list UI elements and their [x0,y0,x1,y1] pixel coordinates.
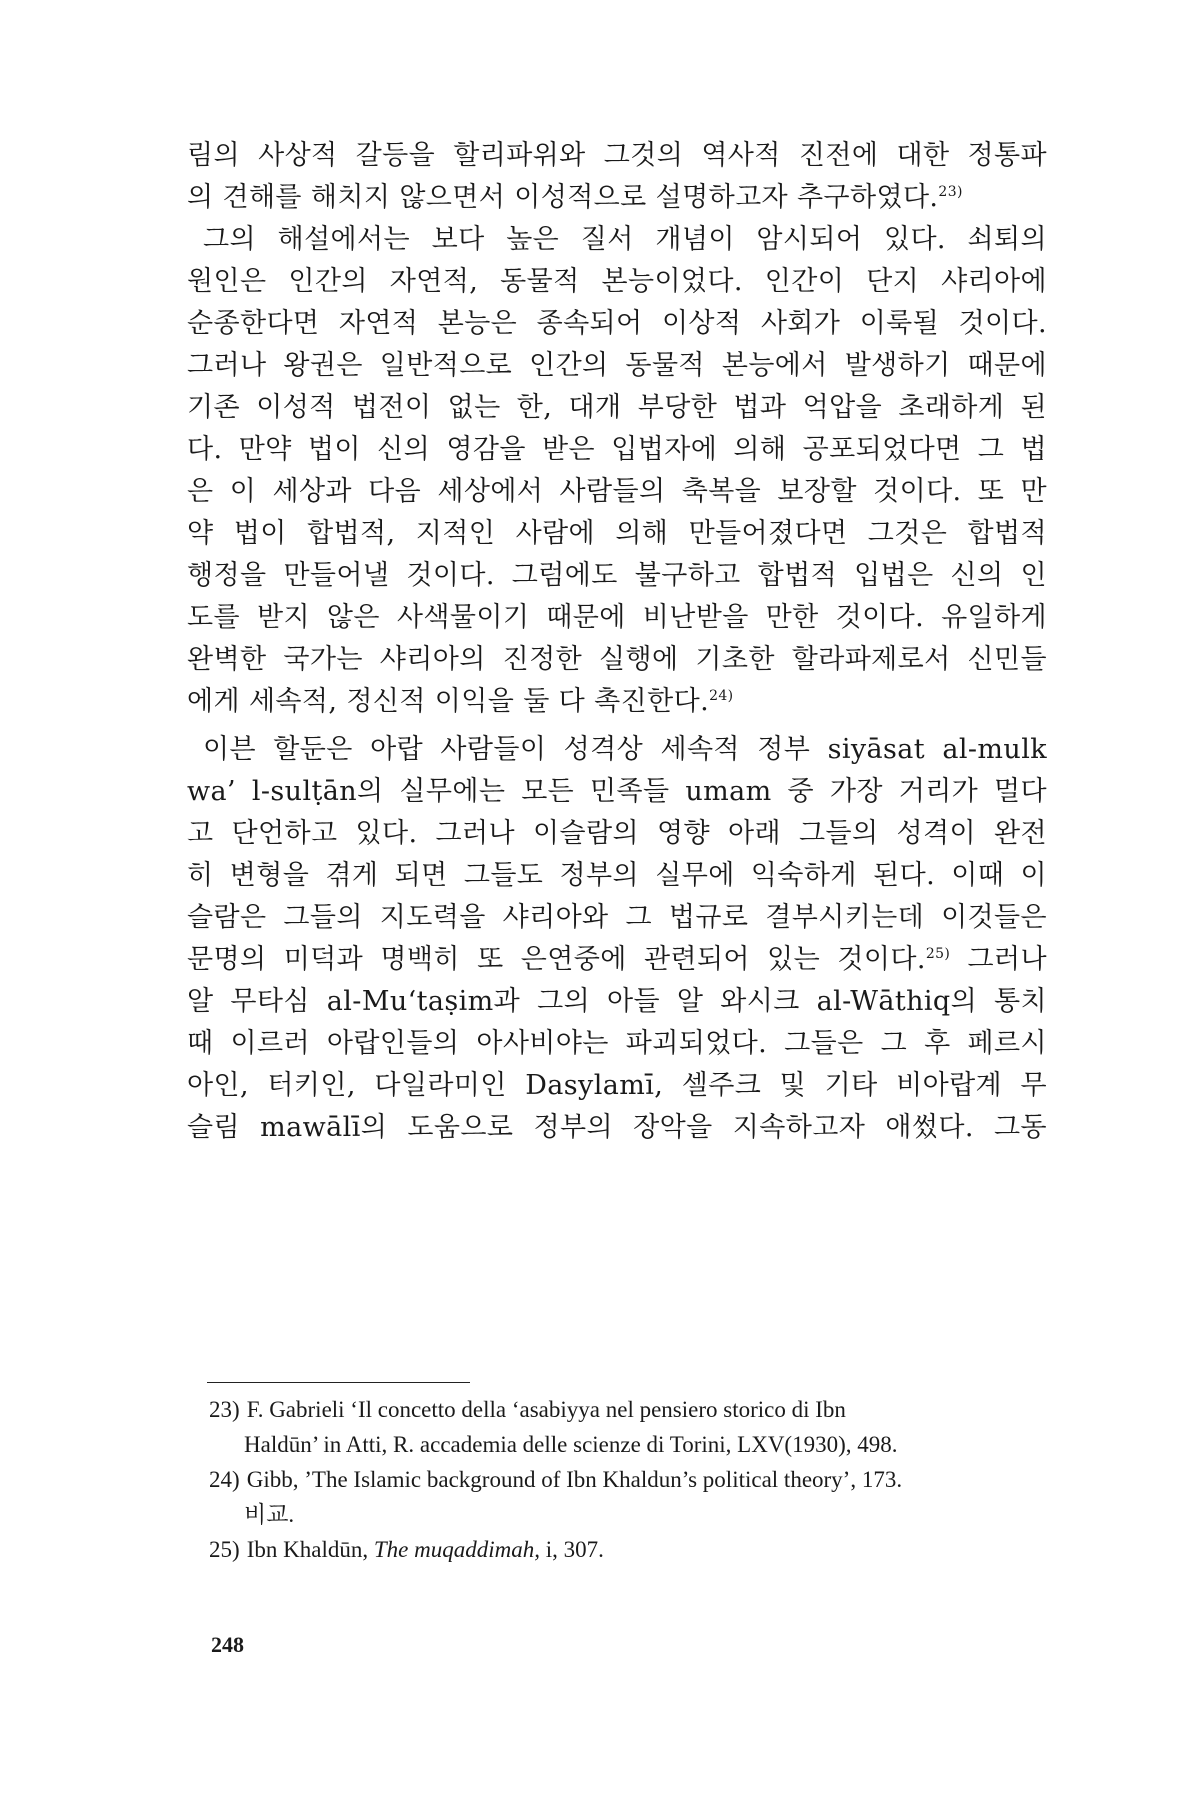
footnote-title: The muqaddimah, [373,1537,540,1562]
text-line: 슬림 mawālī의 도움으로 정부의 장악을 지속하고자 애썼다. 그동 [187,1112,1047,1143]
text-line: 아인, 터키인, 다일라미인 Dasylamī, 셀주크 및 기타 비아랍계 무 [187,1070,1047,1101]
page-number: 248 [211,1632,244,1657]
footnote-divider [207,1382,470,1383]
text-line: 히 변형을 겪게 되면 그들도 정부의 실무에 익숙하게 된다. 이때 이 [187,860,1047,891]
body-text [187,135,1047,1149]
text-line: 은 이 세상과 다음 세상에서 사람들의 축복을 보장할 것이다. 또 만 [187,476,1047,507]
text-line: wa’ l-sulṭān의 실무에는 모든 민족들 umam 중 가장 거리가 멀다 [187,776,1047,807]
footnote-24 [209,1462,1047,1532]
text-line: 문명의 미덕과 명백히 또 은연중에 관련되어 있는 것이다.$^{25)}$ 그러나 [187,944,1047,975]
footnote-text: Gibb, ’The Islamic background of Ibn Khaldun’s political theory’, 173. [246,1467,903,1492]
footnote-23 [209,1392,1047,1462]
text-line: 의 견해를 해치지 않으면서 이성적으로 설명하고자 추구하였다.$^{23)}$ [187,182,963,213]
text-line: 완벽한 국가는 샤리아의 진정한 실행에 기초한 할라파제로서 신민들 [187,644,1047,675]
footnote-ref: 25) [925,946,951,962]
text-line: 도를 받지 않은 사색물이기 때문에 비난받을 만한 것이다. 유일하게 [187,602,1047,633]
text-line: 슬람은 그들의 지도력을 샤리아와 그 법규로 결부시키는데 이것들은 [187,902,1047,933]
text-line: 순종한다면 자연적 본능은 종속되어 이상적 사회가 이룩될 것이다. [187,308,1047,339]
text-line: 원인은 인간의 자연적, 동물적 본능이었다. 인간이 단지 샤리아에 [187,266,1047,297]
text-line: 림의 사상적 갈등을 할리파위와 그것의 역사적 진전에 대한 정통파 [187,140,1047,171]
text-line: 에게 세속적, 정신적 이익을 둘 다 촉진한다.$^{24)}$ [187,686,734,717]
footnote-number: 23) [209,1397,240,1422]
text-line: 고 단언하고 있다. 그러나 이슬람의 영향 아래 그들의 성격이 완전 [187,818,1047,849]
footnote-number: 24) [209,1467,240,1492]
text-line: 그의 해설에서는 보다 높은 질서 개념이 암시되어 있다. 쇠퇴의 [203,224,1047,255]
footnote-text: i, 307. [545,1537,604,1562]
text-line: 이븐 할둔은 아랍 사람들이 성격상 세속적 정부 siyāsat al-mulk [203,734,1047,765]
footnote-text: F. Gabrieli ‘Il concetto della ‘asabiyya nel pensiero storico di Ibn [246,1397,846,1422]
footnote-text: Haldūn’ in Atti, R. accademia delle scienze di Torini, LXV(1930), 498. [244,1432,898,1457]
text-line: 다. 만약 법이 신의 영감을 받은 입법자에 의해 공포되었다면 그 법 [187,434,1047,465]
text-line: 때 이르러 아랍인들의 아사비야는 파괴되었다. 그들은 그 후 페르시 [187,1028,1047,1059]
text-line: 약 법이 합법적, 지적인 사람에 의해 만들어졌다면 그것은 합법적 [187,518,1047,549]
footnote-25 [209,1532,1047,1567]
footnote-ref: 24) [709,688,734,704]
text-line: 알 무타심 al-Muʻtaṣim과 그의 아들 알 와시크 al-Wāthiq의 통치 [187,986,1047,1017]
footnote-ref: 23) [938,184,963,200]
footnote-text: 비교. [244,1502,295,1527]
text-line: 기존 이성적 법전이 없는 한, 대개 부당한 법과 억압을 초래하게 된 [187,392,1047,423]
footnotes [209,1392,1047,1567]
text-line: 행정을 만들어낼 것이다. 그럼에도 불구하고 합법적 입법은 신의 인 [187,560,1047,591]
footnote-text: Ibn Khaldūn, [246,1537,369,1562]
footnote-number: 25) [209,1537,240,1562]
text-line: 그러나 왕권은 일반적으로 인간의 동물적 본능에서 발생하기 때문에 [187,350,1047,381]
